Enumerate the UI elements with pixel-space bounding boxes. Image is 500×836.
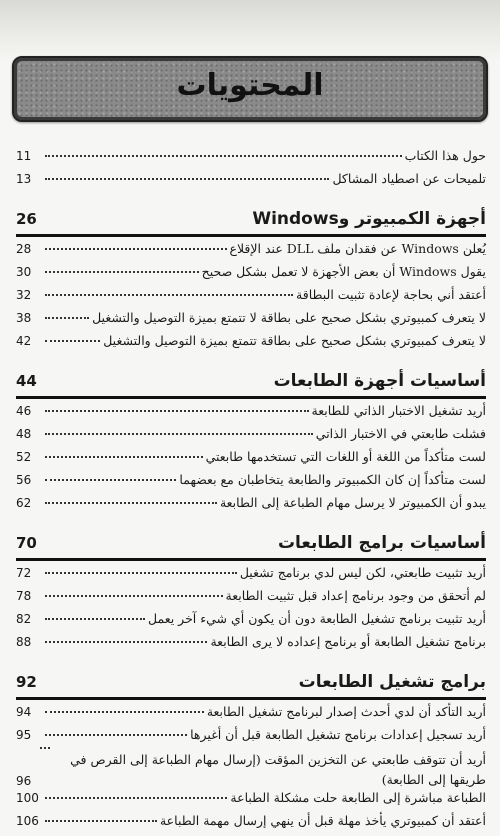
- entry-page-number: 88: [16, 635, 32, 649]
- dot-leader: [45, 502, 217, 504]
- dot-leader: [45, 641, 207, 643]
- entry-title: لا يتعرف كمبيوتري بشكل صحيح على بطاقة تتمتع بميزة التوصيل والتشغيل: [103, 333, 486, 348]
- toc-entry[interactable]: [16, 727, 486, 750]
- entry-title: أريد التأكد أن لدي أحدث إصدار لبرنامج تشغيل الطابعة: [206, 704, 486, 719]
- toc-entry[interactable]: [16, 790, 486, 813]
- dot-leader: [45, 711, 204, 713]
- dot-leader: [45, 618, 145, 620]
- entry-page-number: 106: [16, 814, 39, 828]
- entry-page-number: 96: [16, 774, 32, 788]
- entry-page-number: 13: [16, 172, 32, 186]
- section-title: أساسيات أجهزة الطابعات: [273, 371, 486, 391]
- entry-title: يبدو أن الكمبيوتر لا يرسل مهام الطباعة إلى الطابعة: [219, 495, 486, 510]
- section-heading[interactable]: [16, 368, 486, 399]
- entry-page-number: 78: [16, 589, 32, 603]
- entry-title: تلميحات عن اصطياد المشاكل: [332, 171, 486, 186]
- entry-page-number: 46: [16, 404, 32, 418]
- entry-title: لست متأكداً إن كان الكمبيوتر والطابعة يتخاطبان مع بعضهما: [179, 472, 486, 487]
- entry-page-number: 11: [16, 149, 32, 163]
- dot-leader: [45, 734, 187, 736]
- entry-page-number: 42: [16, 334, 32, 348]
- toc-entry[interactable]: [16, 704, 486, 727]
- entry-title: أريد أن تتوقف طابعتي عن التخزين المؤقت (إرسال مهام الطباعة إلى القرص في طريقها إلى الطابعة): [70, 752, 486, 787]
- entry-title: أعتقد أني بحاجة لإعادة تثبيت البطاقة: [296, 287, 486, 302]
- entry-title: أريد تسجيل إعدادات برنامج تشغيل الطابعة قبل أن أغيرها: [190, 727, 486, 742]
- toc-entry[interactable]: [16, 495, 486, 518]
- section-heading[interactable]: [16, 530, 486, 561]
- dot-leader: [45, 340, 100, 342]
- section-heading[interactable]: [16, 669, 486, 700]
- entry-title: لم أتحقق من وجود برنامج إعداد قبل تثبيت الطابعة: [225, 588, 486, 603]
- toc-entry[interactable]: [16, 449, 486, 472]
- section-entries: [16, 704, 486, 836]
- page-title: المحتويات: [176, 68, 324, 103]
- section-page-number: 44: [16, 372, 37, 390]
- entry-title: الطباعة مباشرة إلى الطابعة حلت مشكلة الطباعة: [230, 790, 486, 805]
- section-title: أساسيات برامج الطابعات: [277, 533, 486, 553]
- entry-title: أريد تثبيت طابعتي، لكن ليس لدي برنامج تشغيل: [239, 565, 486, 580]
- entry-title: يُعلن Windows عن فقدان ملف DLL عند الإقلاع: [229, 241, 486, 256]
- entry-title: يقول Windows أن بعض الأجهزة لا تعمل بشكل صحيح: [201, 264, 486, 279]
- section-page-number: 92: [16, 673, 37, 691]
- dot-leader: [45, 410, 309, 412]
- entry-title: أريد تشغيل الاختبار الذاتي للطابعة: [311, 403, 486, 418]
- toc-entry[interactable]: [16, 171, 486, 194]
- toc-entry[interactable]: [16, 611, 486, 634]
- entry-page-number: 38: [16, 311, 32, 325]
- entry-title: حول هذا الكتاب: [404, 148, 486, 163]
- toc-sections: [16, 206, 486, 836]
- entry-title: لست متأكداً من اللغة أو اللغات التي تستخدمها طابعتي: [205, 449, 486, 464]
- entry-page-number: 32: [16, 288, 32, 302]
- section-title: أجهزة الكمبيوتر وWindows: [252, 209, 486, 229]
- page-top-shading: [0, 0, 500, 62]
- entry-page-number: 72: [16, 566, 32, 580]
- dot-leader: [45, 317, 89, 319]
- entry-page-number: 30: [16, 265, 32, 279]
- toc-entry[interactable]: [16, 264, 486, 287]
- dot-leader: [45, 595, 223, 597]
- dot-leader: [45, 433, 313, 435]
- entry-page-number: 95: [16, 728, 32, 742]
- section-page-number: 26: [16, 210, 37, 228]
- section-entries: [16, 403, 486, 518]
- entry-page-number: 28: [16, 242, 32, 256]
- entry-page-number: 52: [16, 450, 32, 464]
- toc-entry[interactable]: [16, 287, 486, 310]
- toc-entry[interactable]: [16, 472, 486, 495]
- dot-leader: [40, 747, 50, 749]
- entry-page-number: 100: [16, 791, 39, 805]
- entry-title: أعتقد أن كمبيوتري يأخذ مهلة قبل أن ينهي إرسال مهمة الطباعة: [159, 813, 486, 828]
- toc-entry[interactable]: [16, 310, 486, 333]
- section-entries: [16, 241, 486, 356]
- toc-entry[interactable]: [16, 588, 486, 611]
- entry-title: برنامج تشغيل الطابعة أو برنامج إعداده لا يرى الطابعة: [210, 634, 486, 649]
- toc-entry[interactable]: [16, 241, 486, 264]
- entry-title: لا يتعرف كمبيوتري بشكل صحيح على بطاقة لا تتمتع بميزة التوصيل والتشغيل: [92, 310, 486, 325]
- toc-entry[interactable]: [16, 403, 486, 426]
- entry-page-number: 56: [16, 473, 32, 487]
- toc-entry[interactable]: [16, 148, 486, 171]
- section-page-number: 70: [16, 534, 37, 552]
- toc-entry[interactable]: [16, 634, 486, 657]
- entry-page-number: 82: [16, 612, 32, 626]
- toc-entry[interactable]: [16, 750, 486, 790]
- dot-leader: [45, 479, 176, 481]
- dot-leader: [45, 248, 227, 250]
- dot-leader: [45, 572, 237, 574]
- dot-leader: [45, 820, 157, 822]
- dot-leader: [45, 155, 402, 157]
- intro-entries: [16, 148, 486, 194]
- entry-title: أريد تثبيت برنامج تشغيل الطابعة دون أن يكون أي شيء آخر يعمل: [148, 611, 486, 626]
- section-title: برامج تشغيل الطابعات: [298, 672, 486, 692]
- dot-leader: [45, 178, 329, 180]
- table-of-contents: [16, 148, 486, 836]
- entry-title: فشلت طابعتي في الاختبار الذاتي: [315, 426, 486, 441]
- toc-entry[interactable]: [16, 565, 486, 588]
- toc-entry[interactable]: [16, 333, 486, 356]
- dot-leader: [45, 456, 203, 458]
- contents-banner: [12, 56, 488, 122]
- entry-page-number: 94: [16, 705, 32, 719]
- toc-entry[interactable]: [16, 813, 486, 836]
- section-entries: [16, 565, 486, 657]
- dot-leader: [45, 797, 227, 799]
- entry-page-number: 48: [16, 427, 32, 441]
- dot-leader: [45, 294, 293, 296]
- toc-entry[interactable]: [16, 426, 486, 449]
- entry-page-number: 62: [16, 496, 32, 510]
- section-heading[interactable]: [16, 206, 486, 237]
- dot-leader: [45, 271, 199, 273]
